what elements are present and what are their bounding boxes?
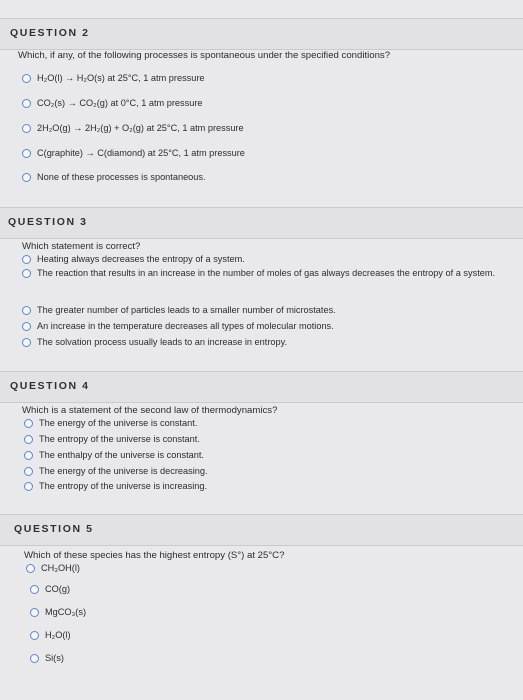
question-2-option-1[interactable] [22, 73, 205, 84]
radio-icon[interactable] [26, 564, 35, 573]
question-4-option-1[interactable] [24, 418, 197, 429]
question-3-option-5[interactable] [22, 337, 287, 348]
question-2-option-2[interactable] [22, 98, 203, 109]
option-label: The entropy of the universe is constant. [39, 434, 200, 444]
question-3-text: Which statement is correct? [22, 241, 141, 252]
radio-icon[interactable] [24, 451, 33, 460]
option-label: H₂O(l) → H₂O(s) at 25°C, 1 atm pressure [37, 73, 205, 83]
question-5-text: Which of these species has the highest entropy (S°) at 25°C? [24, 550, 285, 561]
question-2-title: QUESTION 2 [10, 27, 90, 39]
question-2-option-3[interactable] [22, 123, 244, 134]
question-2-option-5[interactable] [22, 172, 206, 183]
option-label: CO(g) [45, 584, 71, 594]
question-4-option-2[interactable] [24, 434, 200, 445]
radio-icon[interactable] [30, 631, 39, 640]
radio-icon[interactable] [22, 338, 31, 347]
option-label: CH₃OH(l) [41, 563, 80, 573]
option-label: C(graphite) → C(diamond) at 25°C, 1 atm pressure [37, 148, 245, 158]
question-4-text: Which is a statement of the second law of thermodynamics? [22, 405, 278, 416]
radio-icon[interactable] [22, 99, 31, 108]
radio-icon[interactable] [22, 322, 31, 331]
option-label: MgCO₃(s) [45, 607, 86, 617]
radio-icon[interactable] [22, 269, 31, 278]
question-5-option-5[interactable] [30, 653, 64, 664]
radio-icon[interactable] [22, 173, 31, 182]
question-2-text: Which, if any, of the following processes is spontaneous under the specified conditions? [18, 50, 391, 61]
option-label: Heating always decreases the entropy of a system. [37, 254, 245, 264]
question-2-option-4[interactable] [22, 148, 245, 159]
question-3-option-3[interactable] [22, 305, 336, 316]
question-4-title: QUESTION 4 [10, 380, 90, 392]
radio-icon[interactable] [24, 435, 33, 444]
option-label: The enthalpy of the universe is constant. [39, 450, 204, 460]
radio-icon[interactable] [22, 74, 31, 83]
option-label: H₂O(l) [45, 630, 71, 640]
question-3-title: QUESTION 3 [8, 216, 88, 228]
question-4-option-5[interactable] [24, 481, 207, 492]
option-label: 2H₂O(g) → 2H₂(g) + O₂(g) at 25°C, 1 atm pressure [37, 123, 244, 133]
option-label: The energy of the universe is decreasing. [39, 466, 208, 476]
option-label: The entropy of the universe is increasing. [39, 481, 208, 491]
option-label: The solvation process usually leads to an increase in entropy. [37, 337, 288, 347]
question-4-option-4[interactable] [24, 466, 208, 477]
question-5-title: QUESTION 5 [14, 523, 94, 535]
radio-icon[interactable] [24, 419, 33, 428]
radio-icon[interactable] [30, 608, 39, 617]
option-label: The energy of the universe is constant. [39, 418, 198, 428]
option-label: None of these processes is spontaneous. [37, 172, 206, 182]
question-5-option-4[interactable] [30, 630, 71, 641]
radio-icon[interactable] [24, 482, 33, 491]
radio-icon[interactable] [30, 585, 39, 594]
radio-icon[interactable] [22, 124, 31, 133]
question-5-option-2[interactable] [30, 584, 70, 595]
option-label: The reaction that results in an increase in the number of moles of gas always decreases the entropy of a system. [37, 268, 496, 278]
question-3-option-2[interactable] [22, 268, 507, 279]
option-label: An increase in the temperature decreases all types of molecular motions. [37, 321, 334, 331]
radio-icon[interactable] [22, 149, 31, 158]
radio-icon[interactable] [22, 255, 31, 264]
question-3-option-1[interactable] [22, 254, 245, 265]
radio-icon[interactable] [22, 306, 31, 315]
radio-icon[interactable] [24, 467, 33, 476]
radio-icon[interactable] [30, 654, 39, 663]
option-label: Si(s) [45, 653, 64, 663]
question-4-option-3[interactable] [24, 450, 204, 461]
option-label: CO₂(s) → CO₂(g) at 0°C, 1 atm pressure [37, 98, 203, 108]
question-5-option-3[interactable] [30, 607, 86, 618]
question-5-option-1[interactable] [26, 563, 80, 574]
question-3-option-4[interactable] [22, 321, 334, 332]
option-label: The greater number of particles leads to a smaller number of microstates. [37, 305, 336, 315]
